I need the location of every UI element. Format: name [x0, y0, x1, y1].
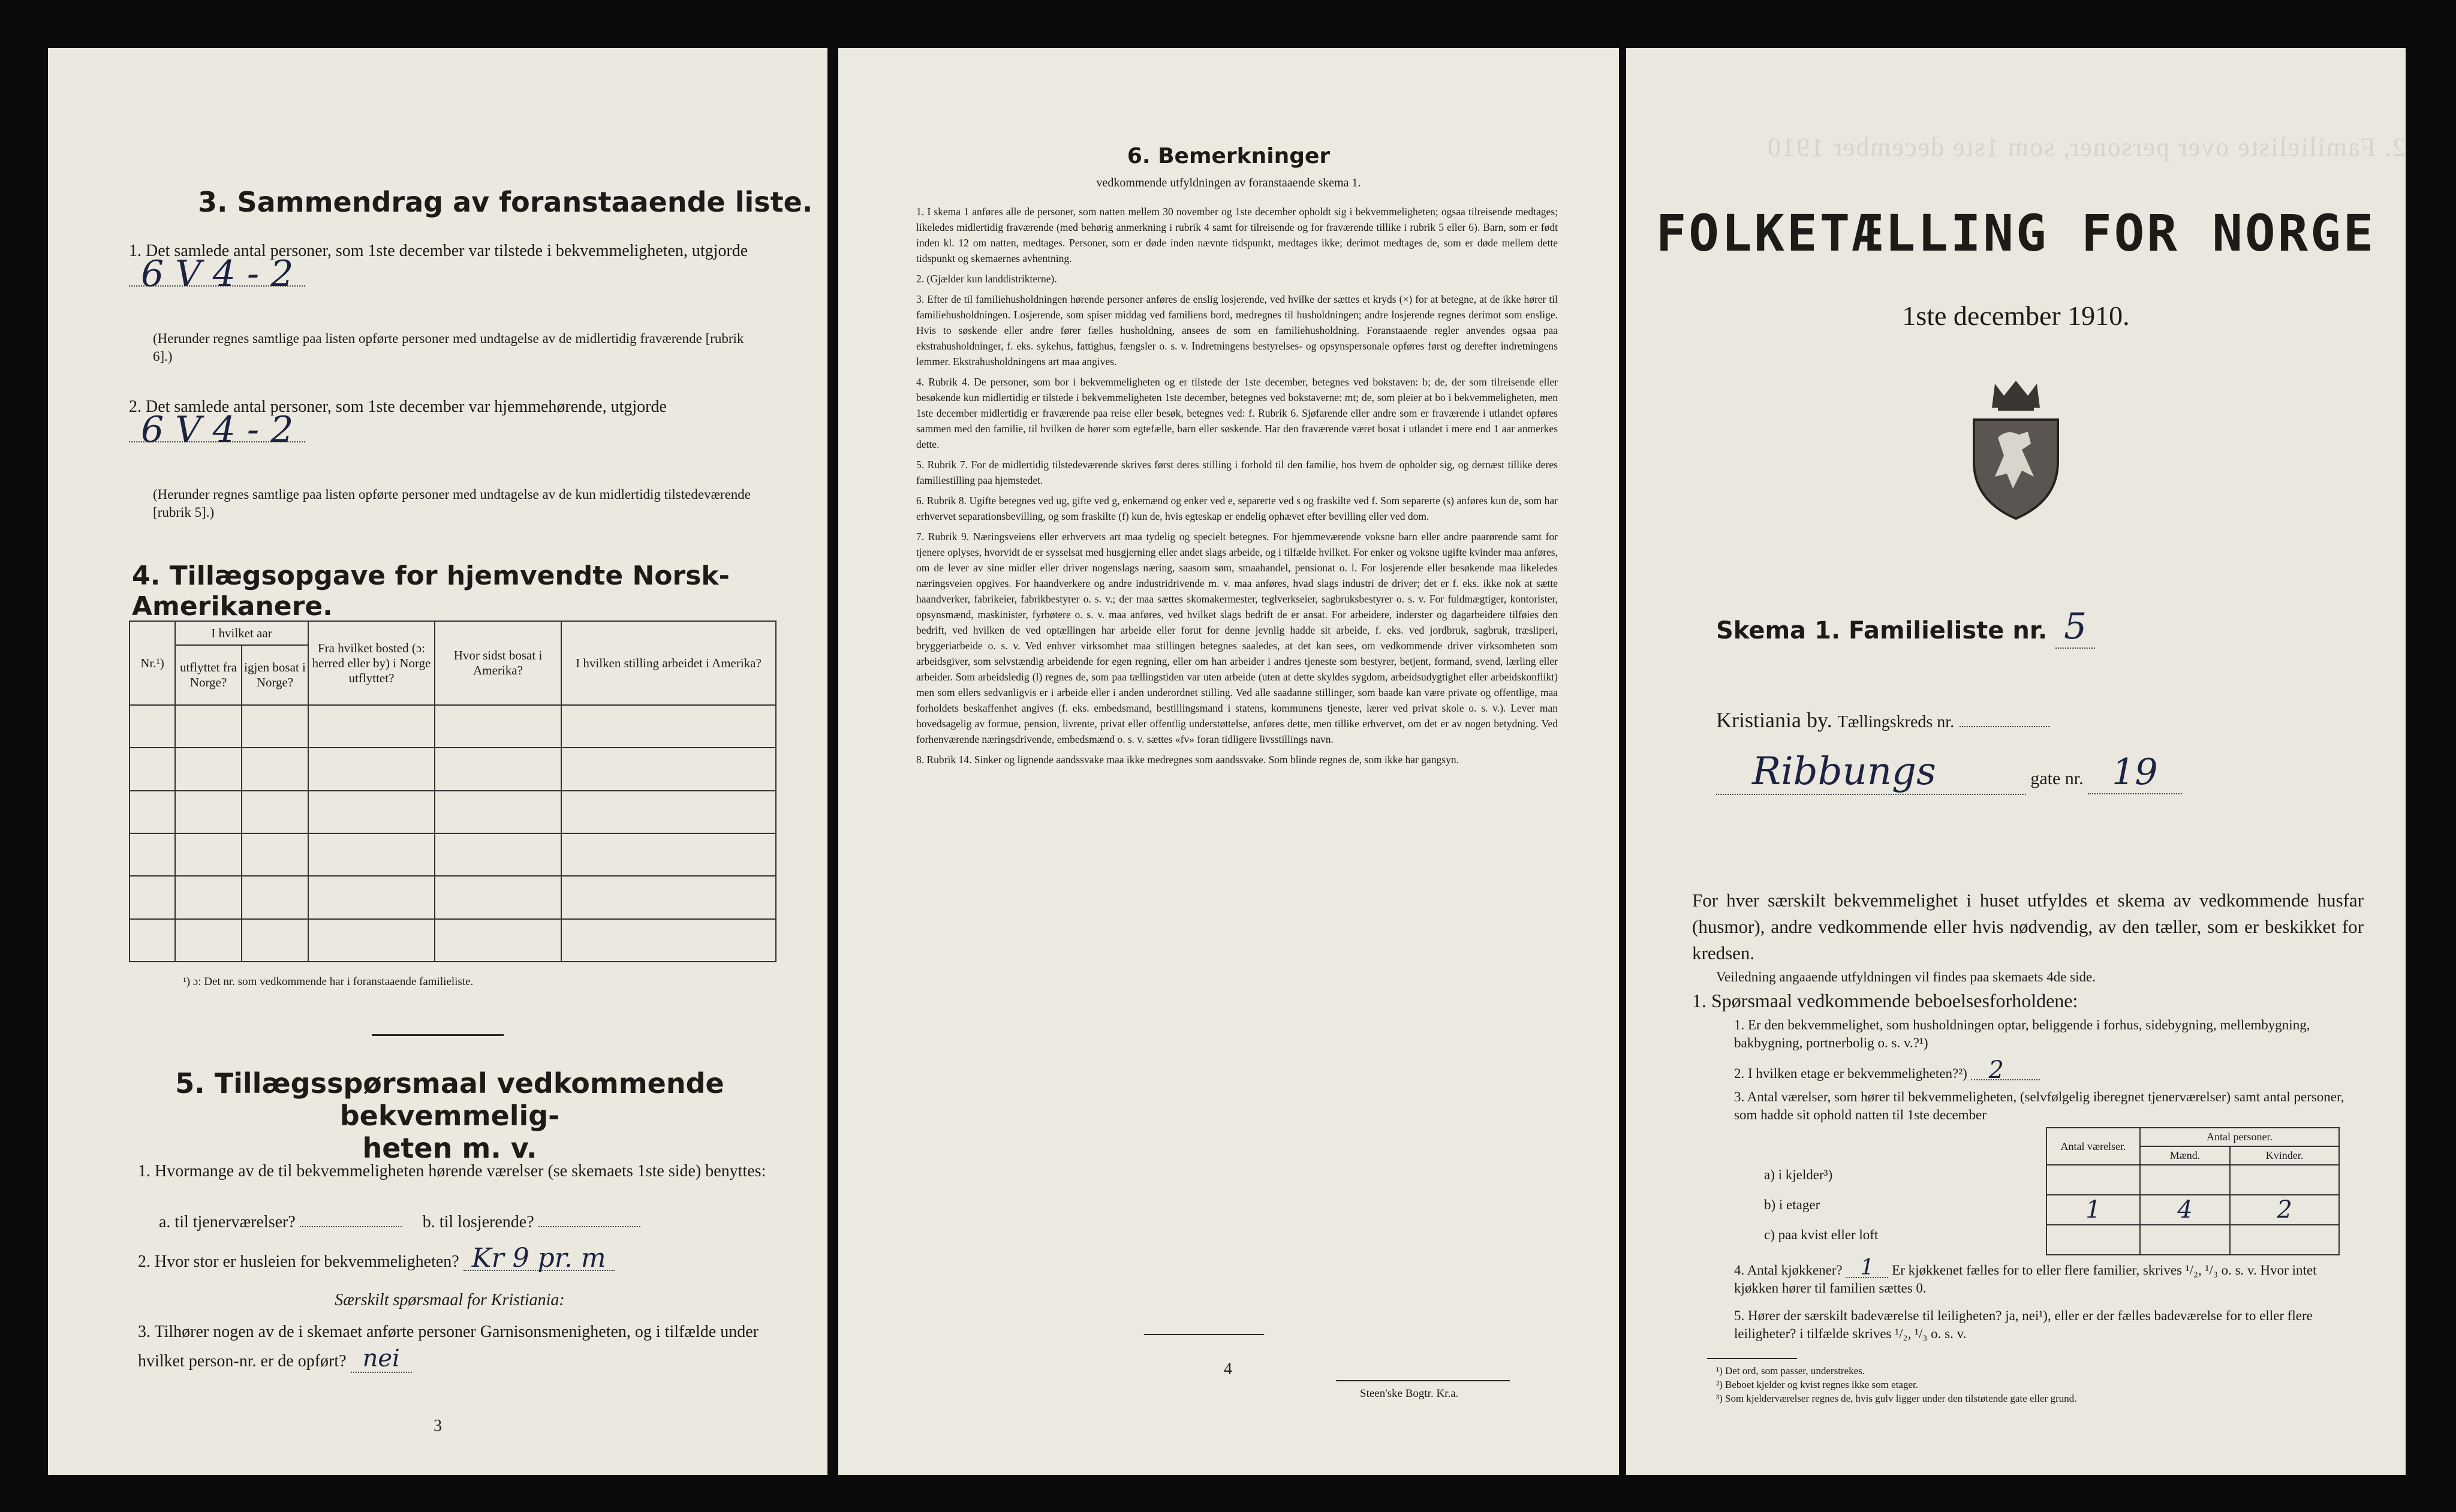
question-2 [1734, 1056, 2358, 1084]
table-row [2046, 1165, 2339, 1195]
table-row [130, 833, 776, 876]
s5-q1b-label: b. til losjerende? [422, 1213, 534, 1231]
city-label: Kristiania by. [1716, 708, 1832, 732]
col-antal-personer: Antal personer. [2140, 1128, 2339, 1146]
remarks-subtitle: vedkommende utfyldningen av foranstaaende skema 1. [1096, 176, 1361, 189]
s5-q3-text: 3. Tilhører nogen av de i skemaet anførte personer Garnisonsmenigheten, og i tilfælde under hvilket person-nr. er de opført? [138, 1323, 759, 1371]
cell-maend[interactable] [2140, 1225, 2230, 1255]
section-3-title: 3. Sammendrag av foranstaaende liste. [198, 186, 813, 218]
footnote-rule [1707, 1358, 1797, 1359]
question-4-label: 4. Antal kjøkkener? [1734, 1263, 1843, 1278]
printer-rule [1336, 1380, 1510, 1381]
schema-line [1716, 606, 2095, 649]
table-row [130, 876, 776, 918]
kreds-field[interactable] [1960, 726, 2049, 727]
footnote: ³) Som kjelderværelser regnes de, hvis gulv ligger under den tilstøtende gate eller grund. [1716, 1393, 2077, 1404]
s5-q1b-field[interactable] [538, 1226, 640, 1227]
page-4 [838, 48, 1619, 1475]
question-4-value[interactable]: 1 [1846, 1259, 1889, 1278]
s5-q1a-field[interactable] [300, 1226, 402, 1227]
divider [372, 1034, 504, 1036]
table-row [130, 791, 776, 833]
col-group: I hvilket aar [175, 621, 308, 645]
col-fra: Fra hvilket bosted (ɔ: herred eller by) i Norge utflyttet? [308, 621, 435, 705]
kristiania-heading: Særskilt spørsmaal for Kristiania: [335, 1291, 565, 1309]
printer-credit: Steen'ske Bogtr. Kr.a. [1360, 1387, 1459, 1400]
cell-kvinder[interactable] [2230, 1165, 2339, 1195]
form-date: 1ste december 1910. [1902, 300, 2130, 331]
s3-q2-note: (Herunder regnes samtlige paa listen opførte personer med undtagelse av de kun midlertidig tilstedeværende [rubrik 5].) [153, 487, 751, 520]
col-igjen: igjen bosat i Norge? [242, 645, 308, 705]
questions-title: 1. Spørsmaal vedkommende beboelsesforholdene: [1692, 990, 2078, 1011]
footnote: ¹) Det ord, som passer, understrekes. [1716, 1365, 1865, 1377]
table-row [130, 748, 776, 790]
table-row [2046, 1195, 2339, 1225]
footnotes [1716, 1364, 2352, 1405]
cell-kvinder[interactable]: 2 [2230, 1195, 2339, 1225]
gate-number[interactable]: 19 [2088, 751, 2181, 794]
page-1 [1626, 48, 2406, 1475]
question-2-value[interactable]: 2 [1971, 1061, 2040, 1080]
s3-q2-text: 2. Det samlede antal personer, som 1ste december var hjemmehørende, utgjorde [129, 397, 667, 416]
row-label: c) paa kvist eller loft [1764, 1227, 1879, 1242]
col-antal-vaerelser: Antal værelser. [2046, 1128, 2140, 1165]
page-number: 3 [434, 1417, 442, 1435]
section-5-title-line1: 5. Tillægsspørsmaal vedkommende bekvemmelig- [175, 1067, 724, 1132]
s5-q2-text: 2. Hvor stor er husleien for bekvemmeligheten? [138, 1252, 459, 1271]
cell-vaerelser[interactable]: 1 [2046, 1195, 2140, 1225]
col-utflyttet: utflyttet fra Norge? [175, 645, 242, 705]
question-3: 3. Antal værelser, som hører til bekvemmeligheten, (selvfølgelig iberegnet tjenerværelser) samt antal personer, som hadde sit ophold natten til 1ste december [1734, 1089, 2344, 1122]
row-label: a) i kjelder³) [1764, 1167, 1833, 1182]
question-4-rest: Er kjøkkenet fælles for to eller flere familier, skrives ¹/₂, ¹/₃ o. s. v. Hvor intet kjøkken hører til familien sættes 0. [1734, 1263, 2317, 1296]
street-line [1716, 749, 2352, 795]
street-value[interactable]: Ribbungs [1716, 749, 2026, 795]
remarks-title: 6. Bemerkninger [1127, 144, 1331, 168]
s3-q1-text: 1. Det samlede antal personer, som 1ste december var tilstede i bekvemmeligheten, utgjorde [129, 242, 748, 260]
question-2-label: 2. I hvilken etage er bekvemmeligheten?²) [1734, 1066, 1967, 1081]
s5-q2-value[interactable]: Kr 9 pr. m [463, 1247, 615, 1271]
s3-question-1 [129, 240, 765, 293]
remark-item: 7. Rubrik 9. Næringsveiens eller erhvervets art maa tydelig og specielt betegnes. For hjemmeværende voksne barn eller andre paarørende samt for tjenere oplyses, hvorvidt de er sysselsat med husgjerning eller andet slags arbeide, og i tilfælde hvilket. For enker og voksne ugifte kvinder maa anføres, om de lever av sine midler eller driver nogenslags næring, saasom søm, smaahandel, pensionat o. l. For losjerende eller besøkende maa likeledes næringsveien opgives. For haandverkere og andre industridrivende m. v. maa anføres, hvad slags industri de driver; det er f. eks. ikke nok at sætte haandverker, fabrikeier, fabrikbestyrer o. s. v.; der maa sættes skomakermester, teglverkseier, sagbruksbestyrer o. s. v. For fuldmægtiger, kontorister, opsynsmænd, maskinister, fyrbøtere o. s. v. maa anføres, ved hvilket slags bedrift de er ansat. For arbeidere, inderster og dagarbeidere tilføies den bedrift, ved hvilken de ved optællingen har arbeide eller forut for denne jevnlig hadde sit arbeide, f. eks. ved jordbruk, sagbruk, træsliperi, bryggeriarbeide o. s. v. Ved enhver virksomhet maa stillingen betegnes saaledes, at det kan sees, om vedkommende driver virksomheten som arbeidsgiver, som selvstændig arbeidende for egen regning, eller om han arbeider i andres tjeneste som bestyrer, betjent, formand, svend, lærling eller arbeider. Som arbeidsledig (l) regnes de, som paa tællingstiden var uten arbeide (uten at dette skyldes sygdom, arbeidsudygtighet eller arbeidskonflikt) men som ellers sedvanligvis er i arbeide eller i anden underordnet stilling. Ved alle saadanne stillinger, som baade kan være private og offentlige, maa forholdets beskaffenhet angives (f. eks. embedsmand, bestillingsmand i statens, kommunens tjeneste, lærer ved privat skole o. s. v.). Lever man hovedsagelig av formue, pension, livrente, privat eller offentlig understøttelse, anføres dette, men tillike erhvervet, om det er av nogen betydning. Ved forhenværende næringsdrivende, embedsmænd o. s. v. sættes «fv» foran tidligere livsstillings navn. [916, 531, 1558, 745]
bleed-through-text: 2. Familieliste over personer, som 1ste december 1910 [1766, 132, 2406, 162]
col-nr: Nr.¹) [130, 621, 175, 705]
s3-q2-value[interactable]: 6 V 4 - 2 [129, 418, 305, 442]
page-number: 4 [1224, 1360, 1232, 1378]
cell-kvinder[interactable] [2230, 1225, 2339, 1255]
cell-maend[interactable] [2140, 1165, 2230, 1195]
intro-text: For hver særskilt bekvemmelighet i huset utfyldes et skema av vedkommende husfar (husmor), andre vedkommende eller hvis nødvendig, av den tæller, som er beskikket for kredsen. [1692, 890, 2364, 963]
section-5-title-line2: heten m. v. [362, 1132, 537, 1164]
table-row [130, 705, 776, 748]
col-sidst: Hvor sidst bosat i Amerika? [435, 621, 561, 705]
form-title: FOLKETÆLLING FOR NORGE [1656, 204, 2376, 263]
col-maend: Mænd. [2140, 1146, 2230, 1165]
footnote: ²) Beboet kjelder og kvist regnes ikke som etager. [1716, 1379, 1918, 1390]
remark-item: 4. Rubrik 4. De personer, som bor i bekvemmeligheten og er tilstede der 1ste december, betegnes ved bokstaven: b; de, der som tilreisende eller besøkende kun midlertidig er tilstede i bekvemmeligheten 1ste december, betegnes ved bokstaverne: mt; de, som pleier at bo i bekvemmeligheten, men 1ste december midlertidig er fraværende paa reise eller besøk, betegnes ved: f. Rubrik 6. Sjøfarende eller andre som er fraværende i utlandet opføres sammen med den familie, til hvilken de hører som egtefælle, barn eller søskende. Har den fraværende været bosat i utlandet i mere end 1 aar anmerkes dette. [916, 376, 1558, 450]
table-row [130, 919, 776, 962]
remark-item: 2. (Gjælder kun landdistrikterne). [916, 273, 1057, 285]
remark-item: 3. Efter de til familiehusholdningen hørende personer anføres de enslig losjerende, ved hvilke der sættes et kryds (×) for at betegne, at de ikke hører til familiehusholdningen. Losjerende, som spiser middag ved familiens bord, medregnes til husholdningen; andre losjerende regnes derimot som enslige. Hvis to søskende eller andre fører fælles husholdning, ansees de som en familiehusholdning. Foranstaaende regler anvendes ogsaa paa ekstrahusholdninger, f. eks. sykehus, fattighus, fængsler o. s. v. Indretningens bestyrelses- og opsynspersonale opføres først og derefter indretningens lemmer. Ekstrahusholdningens art maa angives. [916, 293, 1558, 368]
divider [1144, 1334, 1264, 1335]
cell-vaerelser[interactable] [2046, 1225, 2140, 1255]
col-kvinder: Kvinder. [2230, 1146, 2339, 1165]
remark-item: 5. Rubrik 7. For de midlertidig tilstedeværende skrives først deres stilling i forhold til den familie, hos hvem de opholder sig, og dernæst tillike deres familiestilling paa hjemstedet. [916, 459, 1558, 486]
section-5-title [108, 1067, 791, 1164]
question-5: 5. Hører der særskilt badeværelse til leiligheten? ja, nei¹), eller er der fælles badeværelse for to eller flere leiligheter? i tilfælde skrives ¹/₂, ¹/₃ o. s. v. [1734, 1308, 2313, 1341]
gate-label: gate nr. [2030, 769, 2084, 788]
rooms-table [2046, 1127, 2340, 1255]
col-stilling: I hvilken stilling arbeidet i Amerika? [561, 621, 776, 705]
city-line [1716, 707, 2049, 733]
section-4-title: 4. Tillægsopgave for hjemvendte Norsk-Amerikanere. [132, 561, 730, 622]
cell-maend[interactable]: 4 [2140, 1195, 2230, 1225]
page-3 [48, 48, 827, 1475]
kreds-label: Tællingskreds nr. [1837, 713, 1955, 731]
row-label: b) i etager [1764, 1197, 1820, 1212]
s3-question-2 [129, 396, 765, 451]
remark-item: 6. Rubrik 8. Ugifte betegnes ved ug, gifte ved g, enkemænd og enker ved e, separerte ved s og fraskilte ved f. Som separerte (s) anføres kun de, som har erhvervet separationsbevilling, og som fraskilte (f) kun de, hvis egteskap er endelig ophævet efter bevilling eller ved dom. [916, 495, 1558, 522]
remark-item: 1. I skema 1 anføres alle de personer, som natten mellem 30 november og 1ste december opholdt sig i bekvemmeligheten; ogsaa tilreisende medtages; likeledes midlertidig fraværende (med behørig anmerkning i rubrik 4 samt for tilreisende og for fraværende tillike i rubrik 5 eller 6). Barn, som er født inden kl. 12 om natten, medtages. Personer, som er døde inden nævnte tidspunkt, medtages ikke; derimot medtages de, som er døde mellem dette tidspunkt og skemaernes avhentning. [916, 206, 1558, 264]
s5-question-3 [138, 1319, 773, 1375]
coat-of-arms-icon [1962, 372, 2070, 525]
table-row [2046, 1225, 2339, 1255]
s5-q1a-label: a. til tjenerværelser? [159, 1213, 296, 1231]
row-labels [1764, 1166, 2040, 1256]
remark-item: 8. Rubrik 14. Sinker og lignende aandssvake maa ikke medregnes som aandssvake. Som blinde regnes de, som ikke har gangsyn. [916, 754, 1459, 766]
s4-footnote: ¹) ɔ: Det nr. som vedkommende har i foranstaaende familieliste. [183, 975, 474, 988]
question-1: 1. Er den bekvemmelighet, som husholdningen optar, beliggende i forhus, sidebygning, mellembygning, bakbygning, portnerbolig o. s. v.?¹) [1734, 1017, 2310, 1050]
s5-q3-value[interactable]: nei [351, 1345, 412, 1373]
schema-label: Skema 1. Familieliste nr. [1716, 617, 2048, 644]
s3-q1-value[interactable]: 6 V 4 - 2 [129, 263, 305, 287]
remarks-list [916, 204, 1558, 772]
s3-q1-note: (Herunder regnes samtlige paa listen opførte personer med undtagelse av de midlertidig fraværende [rubrik 6].) [153, 331, 744, 364]
norsk-amerikanere-table [129, 621, 776, 962]
s5-question-2 [138, 1243, 773, 1273]
schema-number[interactable]: 5 [2055, 606, 2095, 649]
question-4 [1734, 1255, 2358, 1297]
s5-q1-answers [159, 1211, 782, 1234]
cell-vaerelser[interactable] [2046, 1165, 2140, 1195]
s5-q1-text: 1. Hvormange av de til bekvemmeligheten hørende værelser (se skemaets 1ste side) benyttes: [138, 1162, 766, 1180]
guidance-text: Veiledning angaaende utfyldningen vil findes paa skemaets 4de side. [1716, 969, 2096, 984]
